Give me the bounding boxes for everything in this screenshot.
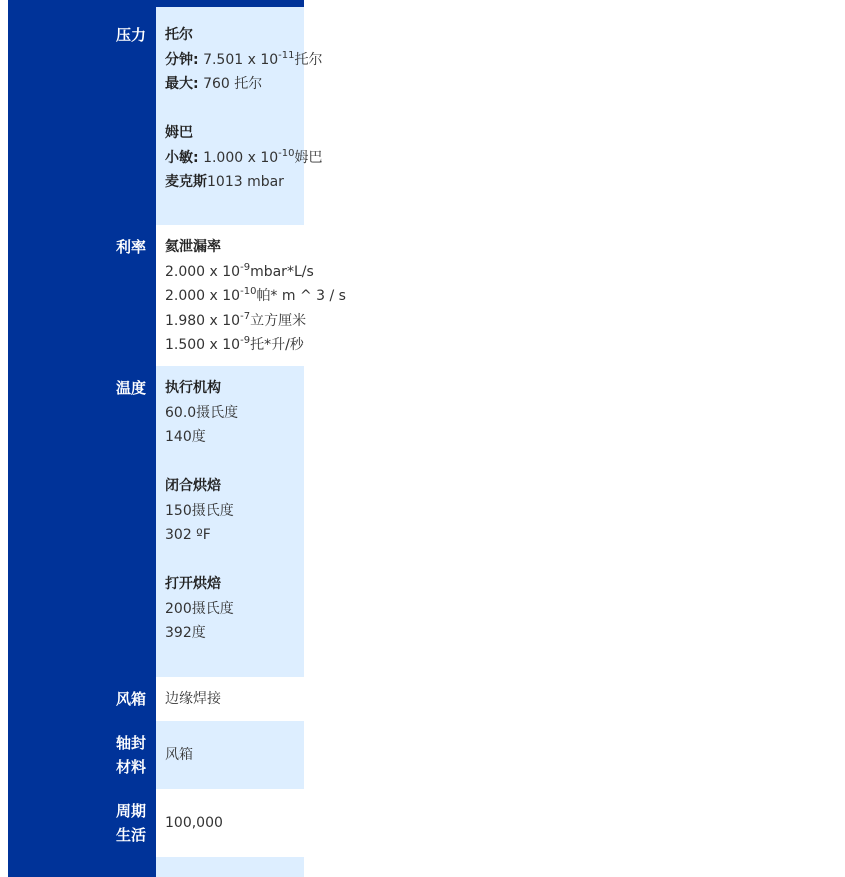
helium-leak-heading: 氦泄漏率 [165,239,221,255]
actuator-temp-f: 140度 [165,429,206,445]
torr-max: 最大: 760 托尔 [165,76,263,92]
closed-bake-temp-c: 150摄氏度 [165,502,234,519]
bellows-label: 风箱 [115,690,146,708]
pressure-label: 压力 [115,26,146,44]
mbar-heading: 姆巴 [165,125,193,141]
actuator-heading: 执行机构 [165,380,221,396]
cycle-life-value: 100,000 [165,814,223,831]
row-value-pressure [156,7,323,225]
leak-rate-line: 2.000 x $10^{-9}mbar*L/s$ [165,261,314,280]
row-value-bellows [156,677,304,721]
closed-bake-heading: 闭合烘焙 [165,478,221,494]
row-label-bellows [8,677,156,721]
closed-bake-temp-f: 302 ºF [165,527,211,543]
table-row-bellows [8,677,304,721]
row-value-shaft-seal [156,721,304,789]
leak-rate-label: 利率 [115,238,146,256]
table-row-partial [8,857,304,877]
row-label-shaft-seal [8,721,156,789]
leak-rate-line: 1.500 x $10^{-9}$托*升/秒 [165,335,304,353]
table-top-bar [8,0,304,7]
row-value-cycle-life [156,789,304,857]
row-label-cycle-life [8,789,156,857]
shaft-seal-label-line2: 材料 [115,758,146,776]
leak-rate-line: 2.000 x $10^{-10}$帕* m ^ 3 / s [165,286,346,304]
row-label-temperature [8,366,156,677]
shaft-seal-value: 风箱 [165,746,193,763]
table-row-temperature [8,366,304,677]
bellows-value: 边缘焊接 [165,690,221,707]
mbar-min: 小敏: 1.000 x $10^{-10}$姆巴 [165,147,323,166]
cycle-life-label-line2: 生活 [115,826,146,844]
cycle-life-label-line1: 周期 [115,802,146,820]
open-bake-temp-c: 200摄氏度 [165,600,234,617]
torr-heading: 托尔 [165,27,193,43]
row-label-leak-rate [8,225,156,366]
table-row-cycle-life [8,789,304,857]
temperature-label: 温度 [115,379,146,397]
open-bake-temp-f: 392度 [165,625,206,641]
actuator-temp-c: 60.0摄氏度 [165,404,239,421]
mbar-max: 麦克斯1013 mbar [165,174,284,190]
shaft-seal-label-line1: 轴封 [115,734,146,752]
leak-rate-line: 1.980 x $10^{-7}$立方厘米 [165,310,307,329]
open-bake-heading: 打开烘焙 [165,576,221,592]
spec-table [8,0,346,877]
table-row-leak-rate [8,225,304,366]
table-row-shaft-seal [8,721,304,789]
row-value-leak-rate [156,225,346,366]
row-label-pressure [8,7,156,225]
row-value-temperature [156,366,304,677]
torr-min: 分钟: 7.501 x $10^{-11}$托尔 [165,49,323,68]
table-row-pressure [8,7,304,225]
